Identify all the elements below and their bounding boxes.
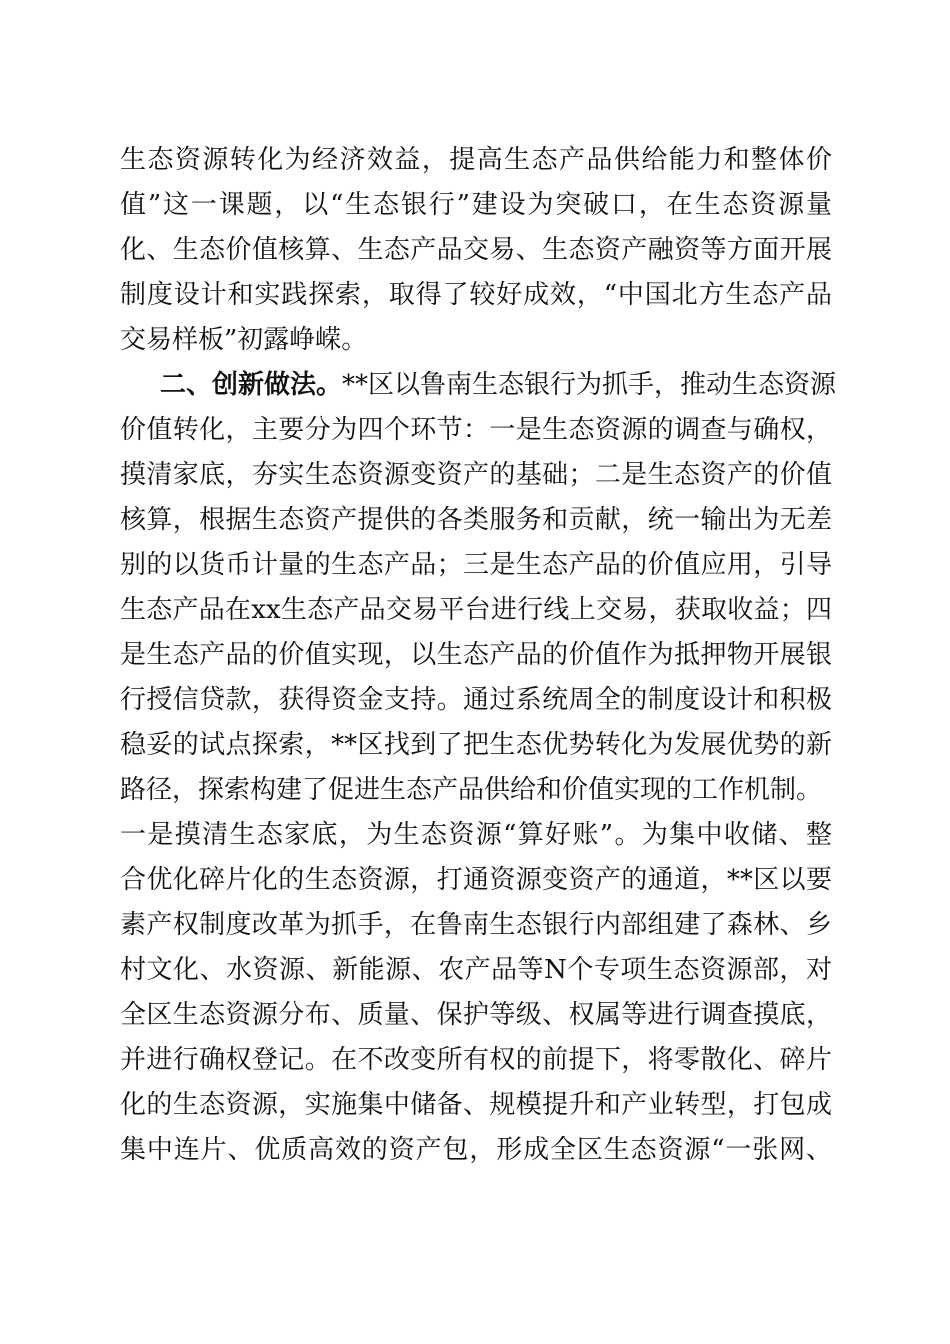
text-line: 村文化、水资源、新能源、农产品等N个专项生态资源部，对 [120,955,832,985]
text-line: 集中连片、优质高效的资产包，形成全区生态资源“一张网、 [120,1135,832,1165]
text-line: 交易样板”初露峥嵘。 [120,325,368,355]
text-line: 价值转化，主要分为四个环节：一是生态资源的调查与确权， [120,415,832,445]
text-line: 摸清家底，夯实生态资源变资产的基础；二是生态资产的价值 [120,460,832,490]
text-line: 行授信贷款，获得资金支持。通过系统周全的制度设计和积极 [120,685,832,715]
text-line: 素产权制度改革为抓手，在鲁南生态银行内部组建了森林、乡 [120,910,832,940]
text-line: 化、生态价值核算、生态产品交易、生态资产融资等方面开展 [120,235,832,265]
text-line: 生态产品在xx生态产品交易平台进行线上交易，获取收益；四 [120,595,832,625]
text-line: 是生态产品的价值实现，以生态产品的价值作为抵押物开展银 [120,640,832,670]
text-line: 路径，探索构建了促进生态产品供给和价值实现的工作机制。 [120,775,823,805]
text-line: 制度设计和实践探索，取得了较好成效，“中国北方生态产品 [120,280,832,310]
text-line: 值”这一课题，以“生态银行”建设为突破口，在生态资源量 [120,190,832,220]
text-line: 稳妥的试点探索，**区找到了把生态优势转化为发展优势的新 [120,730,832,760]
text-line: 全区生态资源分布、质量、保护等级、权属等进行调查摸底， [120,1000,832,1030]
text-line: 并进行确权登记。在不改变所有权的前提下，将零散化、碎片 [120,1045,832,1075]
text-line: 合优化碎片化的生态资源，打通资源变资产的通道，**区以要 [120,865,832,895]
text-line: 核算，根据生态资产提供的各类服务和贡献，统一输出为无差 [120,505,832,535]
text-line: 一是摸清生态家底，为生态资源“算好账”。为集中收储、整 [120,820,832,850]
text-line: 化的生态资源，实施集中储备、规模提升和产业转型，打包成 [120,1090,832,1120]
section-first-line-text: **区以鲁南生态银行为抓手，推动生态资源 [342,370,837,400]
section-heading-line [120,363,837,408]
section-heading: 二、创新做法。 [160,370,343,400]
text-line: 别的以货币计量的生态产品；三是生态产品的价值应用，引导 [120,550,832,580]
text-line: 生态资源转化为经济效益，提高生态产品供给能力和整体价 [120,145,832,175]
document-body [120,138,837,1173]
